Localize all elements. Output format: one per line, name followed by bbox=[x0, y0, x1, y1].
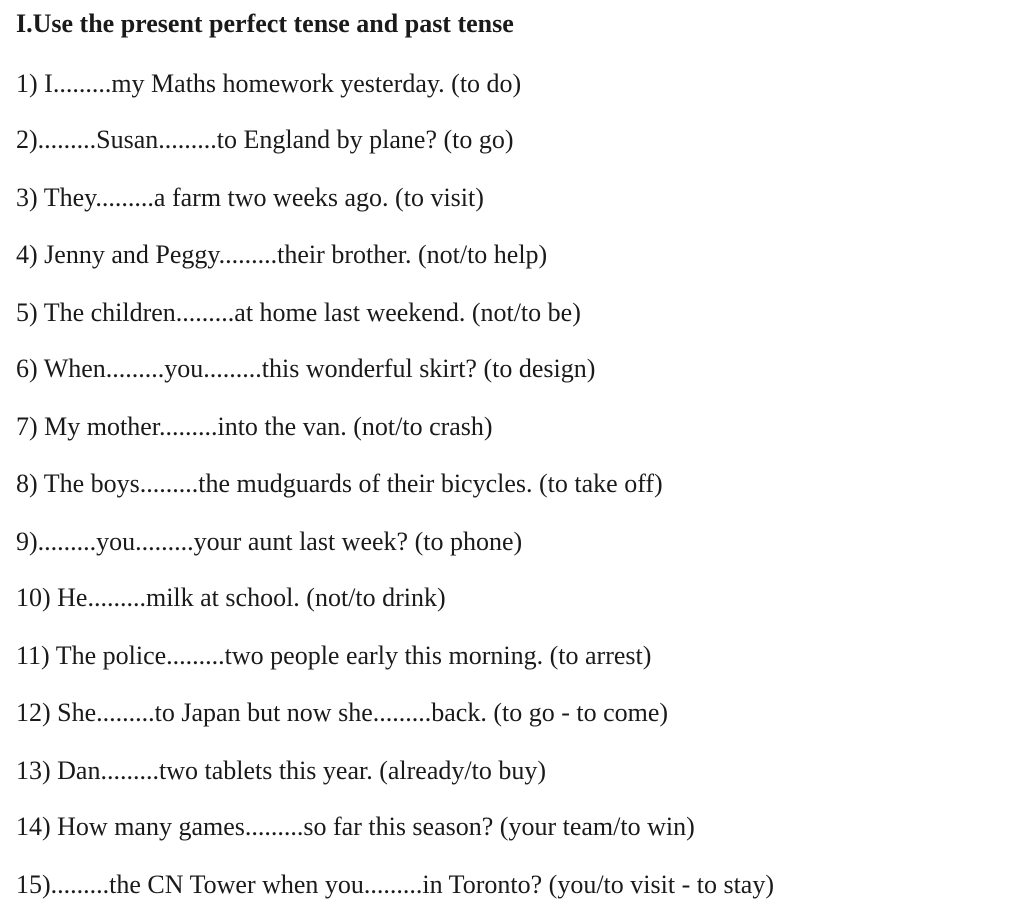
exercise-item-15: 15).........the CN Tower when you.........in Toronto? (you/to visit - to stay) bbox=[16, 870, 774, 899]
exercise-item-12: 12) She.........to Japan but now she.........back. (to go - to come) bbox=[16, 698, 669, 727]
exercise-item-1: 1) I.........my Maths homework yesterday. (to do) bbox=[16, 69, 522, 98]
exercise-item-11: 11) The police.........two people early this morning. (to arrest) bbox=[16, 641, 652, 670]
worksheet-title: I.Use the present perfect tense and past tense bbox=[16, 9, 514, 38]
exercise-item-10: 10) He.........milk at school. (not/to drink) bbox=[16, 583, 446, 612]
exercise-item-5: 5) The children.........at home last weekend. (not/to be) bbox=[16, 298, 581, 327]
exercise-item-9: 9).........you.........your aunt last week? (to phone) bbox=[16, 527, 523, 556]
exercise-item-8: 8) The boys.........the mudguards of their bicycles. (to take off) bbox=[16, 469, 663, 498]
exercise-item-7: 7) My mother.........into the van. (not/to crash) bbox=[16, 412, 493, 441]
exercise-item-6: 6) When.........you.........this wonderful skirt? (to design) bbox=[16, 354, 596, 383]
exercise-item-3: 3) They.........a farm two weeks ago. (to visit) bbox=[16, 183, 484, 212]
exercise-item-14: 14) How many games.........so far this season? (your team/to win) bbox=[16, 812, 695, 841]
exercise-item-4: 4) Jenny and Peggy.........their brother. (not/to help) bbox=[16, 240, 548, 269]
exercise-item-2: 2).........Susan.........to England by plane? (to go) bbox=[16, 125, 514, 154]
exercise-item-13: 13) Dan.........two tablets this year. (already/to buy) bbox=[16, 756, 546, 785]
